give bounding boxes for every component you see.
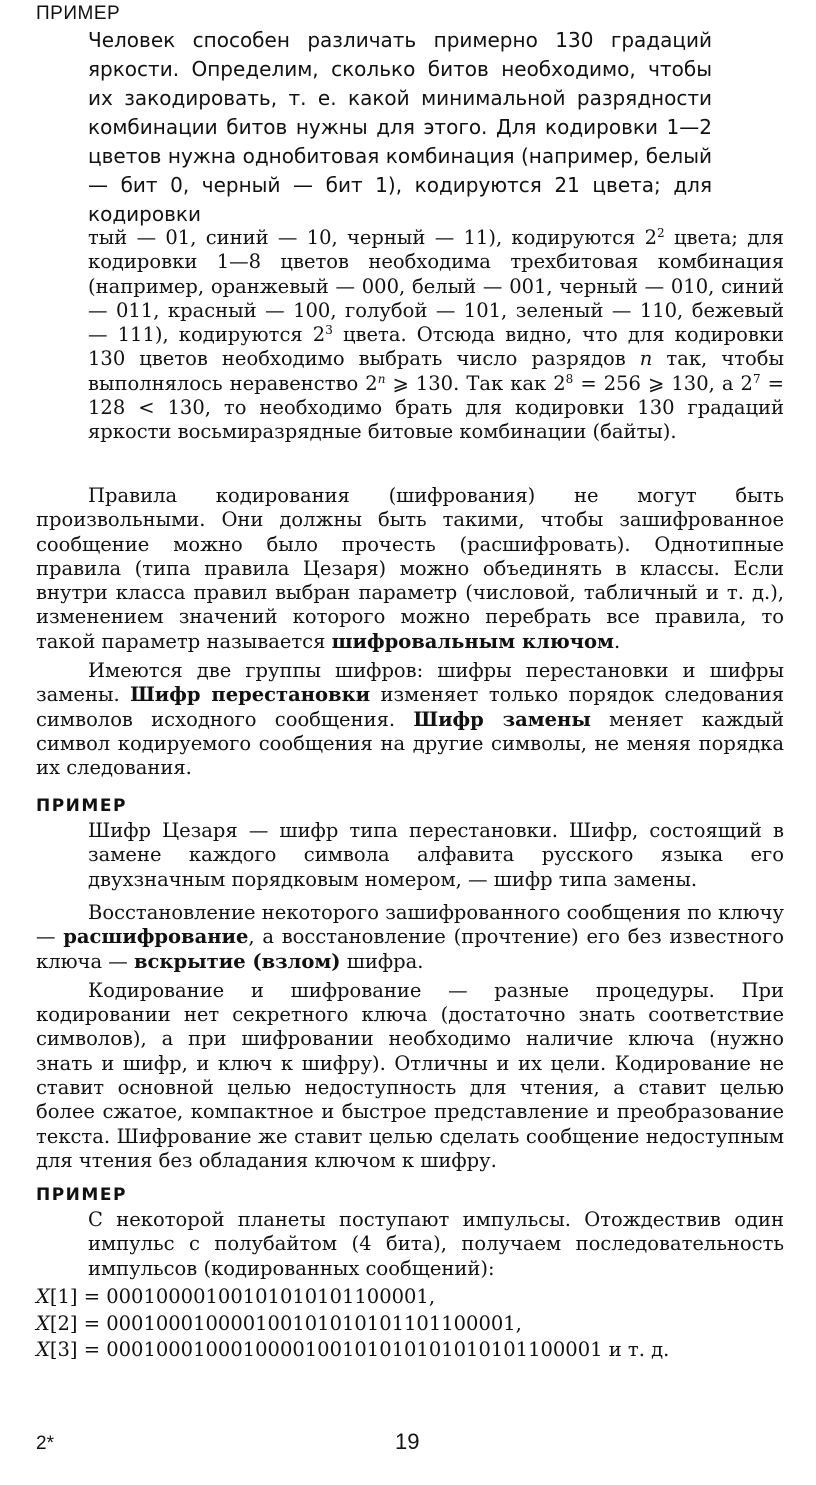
example-heading: ПРИМЕР (36, 1185, 127, 1205)
term-transposition-cipher: Шифр перестановки (130, 683, 371, 707)
formula-row: X[1] = 00010000100101010101100001, (36, 1285, 436, 1308)
cipher-groups-paragraph: Имеются две группы шифров: шифры перестановки и шифры замены. Шифр перестановки изменяет только порядок следования символов исходного сообщения. Шифр замены меняет каждый символ кодируемого сообщения на другие символы, не меняя порядка их следования. (36, 659, 785, 780)
cipher-rules-section (36, 484, 784, 781)
intro-paragraph (88, 26, 712, 229)
continuation-paragraph (88, 226, 784, 445)
example-planet-text: С некоторой планеты поступают импульсы. Отождествив один импульс с полубайтом (4 бита), получаем последовательность импульсов (кодированных сообщений): (88, 1208, 784, 1280)
impulse-sequences (36, 1284, 784, 1364)
term-decryption: расшифрование (63, 925, 249, 949)
example-caesar (88, 819, 784, 892)
decryption-paragraph: Восстановление некоторого зашифрованного сообщения по ключу — расшифрование, а восстановление (прочтение) его без известного ключа — вскрытие (взлом) шифра. (36, 901, 784, 973)
cipher-key-paragraph: Правила кодирования (шифрования) не могут быть произвольными. Они должны быть такими, чтобы зашифрованное сообщение можно было прочесть (расшифровать). Однотипные правила (типа правила Цезаря) можно объединять в классы. Если внутри класса правил выбран параметр (числовой, табличный и т. д.), изменением значений которого можно перебрать все правила, то такой параметр называется шифровальным ключом. (36, 484, 784, 653)
page-number: 19 (395, 1429, 420, 1454)
example-caesar-text: Шифр Цезаря — шифр типа перестановки. Шифр, состоящий в замене каждого символа алфавита русского языка его двухзначным порядковым номером, — шифр типа замены. (88, 819, 784, 891)
formula-row: X[3] = 0001000100010000100101010101010101100001 и т. д. (36, 1338, 670, 1361)
intro-text: Человек способен различать примерно 130 градаций яркости. Определим, сколько битов необходимо, чтобы их закодировать, т. е. какой минимальной разрядности комбинации битов нужны для этого. Для кодировки 1—2 цветов нужна однобитовая комбинация (например, белый — бит 0, черный — бит 1), кодируются 21 цвета; для кодировки (88, 28, 712, 226)
continuation-text: тый — 01, синий — 10, черный — 11), кодируются $2^2$ цвета; для кодировки 1—8 цветов необходима трехбитовая комбинация (например, оранжевый — 000, белый — 001, черный — 010, синий — 011, красный — 100, голубой — 101, зеленый — 110, бежевый — 111), кодируются $2^3$ цвета. Отсюда видно, что для кодировки 130 цветов необходимо выбрать число разрядов n так, чтобы выполнялось неравенство 2$^n$ ⩾ 130. Так как $2^8 = 256$ ⩾ 130, а $2^7 = 128 < 130$, то необходимо брать для кодировки 130 градаций яркости восьмиразрядные битовые комбинации (байты). (88, 226, 784, 444)
term-substitution-cipher: Шифр замены (413, 707, 591, 731)
formula-row: X[2] = 000100010000100101010101101100001, (36, 1311, 522, 1335)
term-cipher-key: шифровальным ключом (331, 629, 614, 653)
top-example-heading: ПРИМЕР (36, 3, 121, 24)
example-heading: ПРИМЕР (36, 796, 127, 816)
example-planet (88, 1208, 784, 1281)
decryption-section (36, 901, 784, 1173)
signature-mark: 2* (36, 1433, 54, 1454)
coding-vs-encryption-paragraph: Кодирование и шифрование — разные процедуры. При кодировании нет секретного ключа (достаточно знать соответствие символов), а при шифровании необходимо наличие ключа (нужно знать и шифр, и ключ к шифру). Отличны и их цели. Кодирование не ставит основной целью недоступность для чтения, а ставит целью более сжатое, компактное и быстрое представление и преобразование текста. Шифрование же ставит целью сделать сообщение недоступным для чтения без обладания ключом к шифру. (36, 978, 784, 1172)
term-cracking: вскрытие (взлом) (133, 949, 341, 973)
